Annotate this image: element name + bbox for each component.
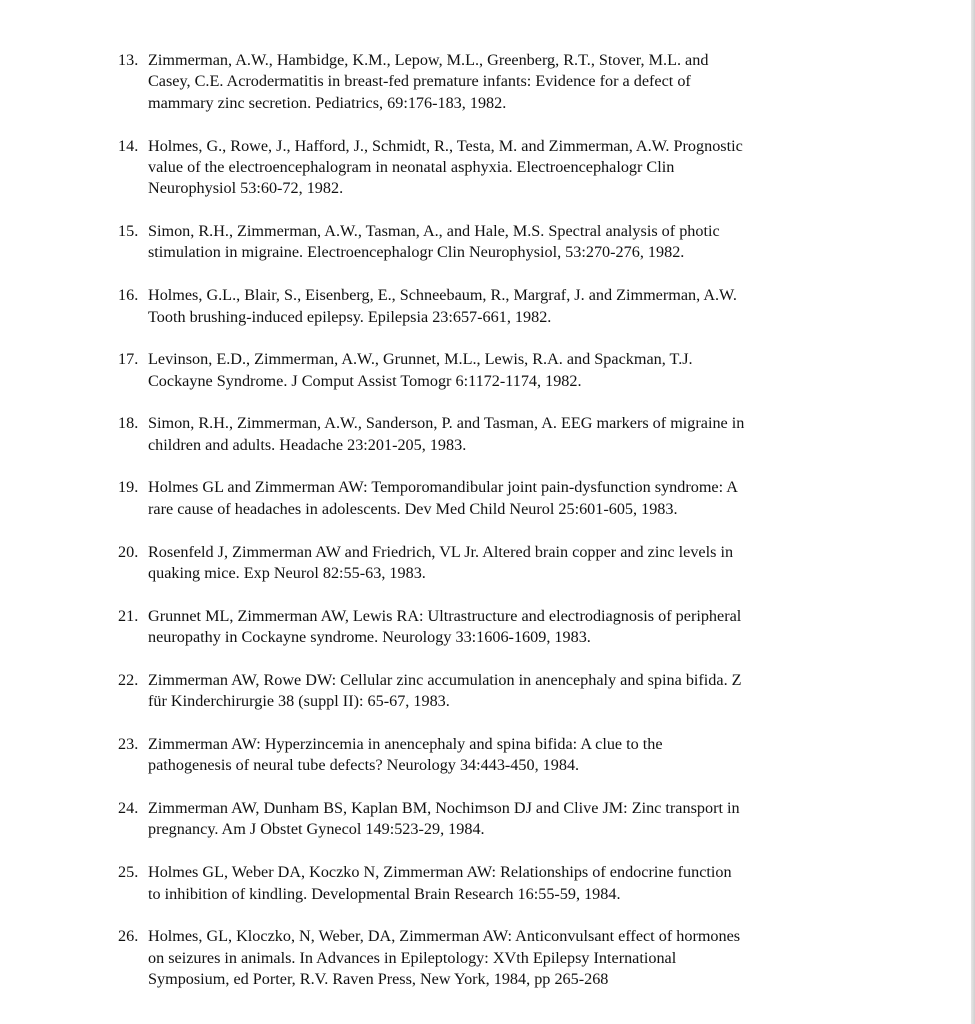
reference-line: neuropathy in Cockayne syndrome. Neurology 33:1606-1609, 1983. bbox=[148, 628, 591, 647]
reference-text bbox=[148, 413, 846, 456]
reference-line: to inhibition of kindling. Developmental Brain Research 16:55-59, 1984. bbox=[148, 884, 621, 903]
reference-line: Holmes, G.L., Blair, S., Eisenberg, E., Schneebaum, R., Margraf, J. and Zimmerman, A.W. bbox=[148, 286, 737, 305]
reference-item bbox=[118, 413, 846, 456]
reference-text bbox=[148, 734, 846, 777]
reference-number: 25. bbox=[118, 863, 139, 882]
reference-line: Casey, C.E. Acrodermatitis in breast-fed premature infants: Evidence for a defect of bbox=[148, 72, 691, 91]
reference-line: Zimmerman AW, Dunham BS, Kaplan BM, Nochimson DJ and Clive JM: Zinc transport in bbox=[148, 799, 740, 818]
reference-text bbox=[148, 926, 846, 990]
reference-line: quaking mice. Exp Neurol 82:55-63, 1983. bbox=[148, 563, 426, 582]
reference-line: Simon, R.H., Zimmerman, A.W., Sanderson, P. and Tasman, A. EEG markers of migraine in bbox=[148, 414, 745, 433]
reference-number: 15. bbox=[118, 222, 139, 241]
reference-line: Zimmerman AW: Hyperzincemia in anencephaly and spina bifida: A clue to the bbox=[148, 734, 663, 753]
reference-number: 26. bbox=[118, 927, 139, 946]
reference-line: Holmes GL and Zimmerman AW: Temporomandibular joint pain-dysfunction syndrome: A bbox=[148, 478, 738, 497]
reference-number: 22. bbox=[118, 670, 139, 689]
reference-list bbox=[118, 50, 846, 990]
reference-number: 23. bbox=[118, 734, 139, 753]
reference-item bbox=[118, 670, 846, 713]
reference-number: 18. bbox=[118, 414, 139, 433]
reference-text bbox=[148, 606, 846, 649]
reference-number: 17. bbox=[118, 350, 139, 369]
reference-line: mammary zinc secretion. Pediatrics, 69:176-183, 1982. bbox=[148, 93, 507, 112]
reference-number: 19. bbox=[118, 478, 139, 497]
reference-item bbox=[118, 50, 846, 114]
reference-item bbox=[118, 926, 846, 990]
reference-text bbox=[148, 136, 846, 200]
reference-number: 16. bbox=[118, 286, 139, 305]
reference-number: 14. bbox=[118, 136, 139, 155]
reference-line: für Kinderchirurgie 38 (suppl II): 65-67, 1983. bbox=[148, 692, 450, 711]
reference-number: 20. bbox=[118, 542, 139, 561]
reference-text bbox=[148, 670, 846, 713]
reference-line: Simon, R.H., Zimmerman, A.W., Tasman, A., and Hale, M.S. Spectral analysis of photic bbox=[148, 222, 720, 241]
reference-line: pregnancy. Am J Obstet Gynecol 149:523-29, 1984. bbox=[148, 820, 485, 839]
reference-line: Zimmerman AW, Rowe DW: Cellular zinc accumulation in anencephaly and spina bifida. Z bbox=[148, 670, 742, 689]
reference-line: pathogenesis of neural tube defects? Neurology 34:443-450, 1984. bbox=[148, 756, 580, 775]
reference-item bbox=[118, 221, 846, 264]
reference-line: value of the electroencephalogram in neonatal asphyxia. Electroencephalogr Clin bbox=[148, 157, 675, 176]
reference-text bbox=[148, 285, 846, 328]
reference-number: 21. bbox=[118, 606, 139, 625]
reference-line: rare cause of headaches in adolescents. Dev Med Child Neurol 25:601-605, 1983. bbox=[148, 499, 678, 518]
reference-line: Zimmerman, A.W., Hambidge, K.M., Lepow, M.L., Greenberg, R.T., Stover, M.L. and bbox=[148, 51, 709, 69]
reference-item bbox=[118, 734, 846, 777]
reference-item bbox=[118, 477, 846, 520]
reference-line: on seizures in animals. In Advances in Epileptology: XVth Epilepsy International bbox=[148, 948, 677, 967]
reference-line: Grunnet ML, Zimmerman AW, Lewis RA: Ultrastructure and electrodiagnosis of peripheral bbox=[148, 606, 742, 625]
reference-item bbox=[118, 136, 846, 200]
reference-number: 13. bbox=[118, 51, 139, 69]
reference-line: Neurophysiol 53:60-72, 1982. bbox=[148, 179, 344, 198]
reference-text bbox=[148, 477, 846, 520]
reference-line: Levinson, E.D., Zimmerman, A.W., Grunnet, M.L., Lewis, R.A. and Spackman, T.J. bbox=[148, 350, 693, 369]
reference-item bbox=[118, 349, 846, 392]
reference-line: Holmes, G., Rowe, J., Hafford, J., Schmidt, R., Testa, M. and Zimmerman, A.W. Prognostic bbox=[148, 136, 743, 155]
reference-line: Holmes GL, Weber DA, Koczko N, Zimmerman AW: Relationships of endocrine function bbox=[148, 863, 732, 882]
reference-line: Cockayne Syndrome. J Comput Assist Tomogr 6:1172-1174, 1982. bbox=[148, 371, 582, 390]
reference-line: Symposium, ed Porter, R.V. Raven Press, New York, 1984, pp 265-268 bbox=[148, 970, 609, 989]
reference-text bbox=[148, 50, 846, 114]
reference-line: Rosenfeld J, Zimmerman AW and Friedrich, VL Jr. Altered brain copper and zinc levels in bbox=[148, 542, 734, 561]
reference-line: children and adults. Headache 23:201-205, 1983. bbox=[148, 435, 467, 454]
reference-text bbox=[148, 862, 846, 905]
reference-item bbox=[118, 542, 846, 585]
reference-number: 24. bbox=[118, 799, 139, 818]
reference-text bbox=[148, 221, 846, 264]
reference-text bbox=[148, 542, 846, 585]
reference-line: Holmes, GL, Kloczko, N, Weber, DA, Zimmerman AW: Anticonvulsant effect of hormones bbox=[148, 927, 741, 946]
reference-item bbox=[118, 862, 846, 905]
reference-text bbox=[148, 349, 846, 392]
reference-line: Tooth brushing-induced epilepsy. Epilepsia 23:657-661, 1982. bbox=[148, 307, 552, 326]
page-edge-shadow bbox=[971, 0, 975, 1024]
reference-line: stimulation in migraine. Electroencephalogr Clin Neurophysiol, 53:270-276, 1982. bbox=[148, 243, 685, 262]
reference-text bbox=[148, 798, 846, 841]
reference-item bbox=[118, 606, 846, 649]
reference-item bbox=[118, 798, 846, 841]
reference-item bbox=[118, 285, 846, 328]
